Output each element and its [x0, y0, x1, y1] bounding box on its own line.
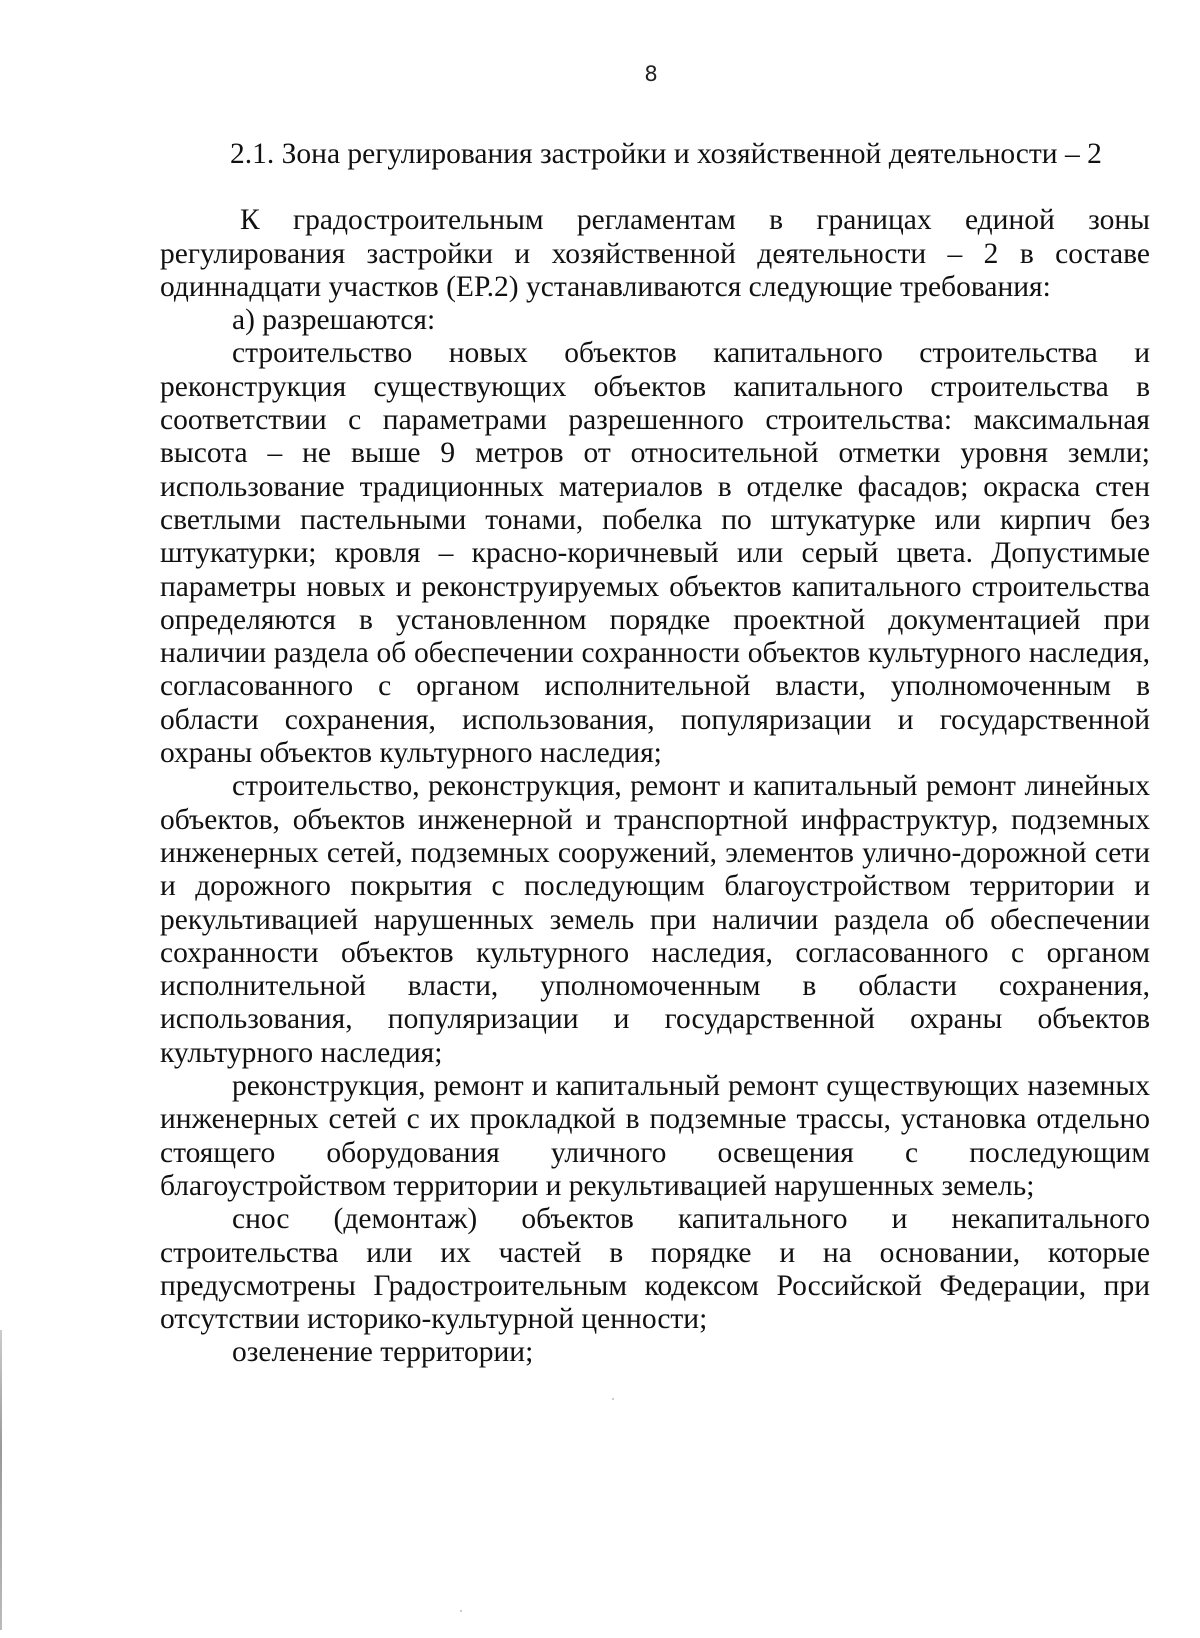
scan-speck — [612, 1398, 614, 1400]
paragraph-linear-objects: строительство, реконструкция, ремонт и капитальный ремонт линейных объектов, объектов инженерной и транспортной инфраструктур, подземных инженерных сетей, подземных сооружений, элементов улично-дорожной сети и дорожного покрытия с последующим благоустройством территории и рекультивацией нарушенных земель при наличии раздела об обеспечении сохранности объектов культурного наследия, согласованного с органом исполнительной власти, уполномоченным в области сохранения, использования, популяризации и государственной охраны объектов культурного наследия; — [160, 770, 1150, 1069]
scan-speck — [460, 1610, 462, 1612]
paragraph-greening: озеленение территории; — [232, 1336, 534, 1369]
intro-paragraph: К градостроительным регламентам в границах единой зоны регулирования застройки и хозяйственной деятельности – 2 в составе одиннадцати участков (ЕР.2) устанавливаются следующие требования: — [160, 204, 1150, 303]
paragraph-ground-networks: реконструкция, ремонт и капитальный ремонт существующих наземных инженерных сетей с их прокладкой в подземные трассы, установка отдельно стоящего оборудования уличного освещения с последующим благоустройством территории и рекультивацией нарушенных земель; — [160, 1070, 1150, 1202]
page-number: 8 — [644, 62, 658, 86]
list-label-allowed: а) разрешаются: — [232, 304, 436, 337]
paragraph-demolition: снос (демонтаж) объектов капитального и некапитального строительства или их частей в порядке и на основании, которые предусмотрены Градостроительным кодексом Российской Федерации, при отсутствии историко-культурной ценности; — [160, 1203, 1150, 1336]
paragraph-construction-new: строительство новых объектов капитального строительства и реконструкция существующих объектов капитального строительства в соответствии с параметрами разрешенного строительства: максимальная высота – не выше 9 метров от относительной отметки уровня земли; использование традиционных материалов в отделке фасадов; окраска стен светлыми пастельными тонами, побелка по штукатурке или кирпич без штукатурки; кровля – красно-коричневый или серый цвета. Допустимые параметры новых и реконструируемых объектов капитального строительства определяются в установленном порядке проектной документацией при наличии раздела об обеспечении сохранности объектов культурного наследия, согласованного с органом исполнительной власти, уполномоченным в области сохранения, использования, популяризации и государственной охраны объектов культурного наследия; — [160, 337, 1150, 770]
scan-edge-shadow — [0, 1330, 2, 1630]
section-heading: 2.1. Зона регулирования застройки и хозяйственной деятельности – 2 — [230, 138, 1102, 170]
document-body — [160, 138, 1150, 1370]
